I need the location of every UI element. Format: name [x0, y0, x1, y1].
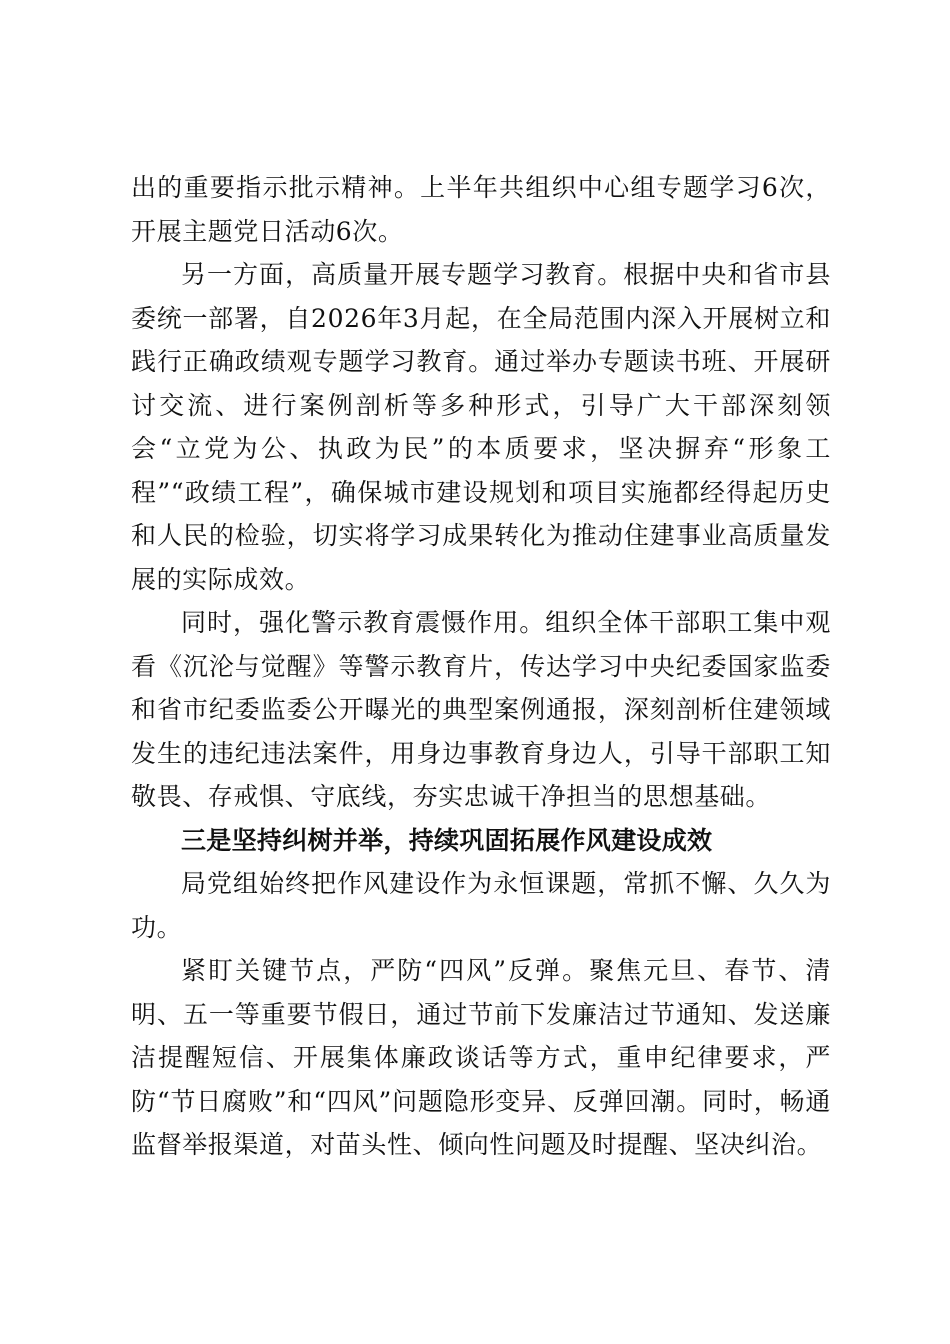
paragraph-work-style: 局党组始终把作风建设作为永恒课题，常抓不懈、久久为功。 — [131, 869, 831, 942]
section-heading: 三是坚持纠树并举，持续巩固拓展作风建设成效 — [181, 825, 713, 855]
paragraph-study-education: 另一方面，高质量开展专题学习教育。根据中央和省市县委统一部署，自2026年3月起，在全局范围内深入开展树立和践行正确政绩观专题学习教育。通过举办专题读书班、开展研讨交流、进行案例剖析等多种形式，引导广大干部深刻领会“立党为公、执政为民”的本质要求，坚决摒弃“形象工程”“政绩工程”，确保城市建设规划和项目实施都经得起历史和人民的检验，切实将学习成果转化为推动住建事业高质量发展的实际成效。 — [131, 260, 831, 594]
paragraph-key-nodes: 紧盯关键节点，严防“四风”反弹。聚焦元旦、春节、清明、五一等重要节假日，通过节前下发廉洁过节通知、发送廉洁提醒短信、开展集体廉政谈话等方式，重申纪律要求，严防“节日腐败”和“四风”问题隐形变异、反弹回潮。同时，畅通监督举报渠道，对苗头性、倾向性问题及时提醒、坚决纠治。 — [131, 956, 831, 1159]
paragraph-warning-education: 同时，强化警示教育震慑作用。组织全体干部职工集中观看《沉沦与觉醒》等警示教育片，传达学习中央纪委国家监委和省市纪委监委公开曝光的典型案例通报，深刻剖析住建领域发生的违纪违法案件，用身边事教育身边人，引导干部职工知敬畏、存戒惧、守底线，夯实忠诚干净担当的思想基础。 — [131, 608, 831, 811]
paragraph-continuation: 出的重要指示批示精神。上半年共组织中心组专题学习6次，开展主题党日活动6次。 — [131, 173, 831, 246]
document-body — [131, 166, 831, 1167]
